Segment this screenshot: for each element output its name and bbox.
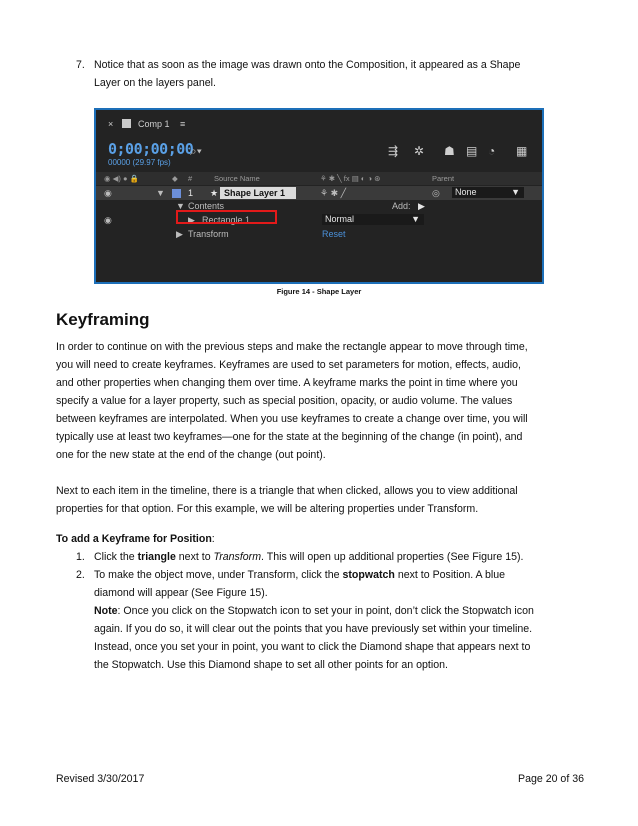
av-features-icons: ◉ ◀) ● 🔒 — [104, 174, 139, 183]
layer-switches[interactable]: ⚘ ✱ ╱ — [320, 188, 347, 198]
note-line2: again. If you do so, it will clear out the points that you have previously set within your timeline. — [94, 623, 533, 635]
para1-line: specify a value for a layer property, such as special position, opacity, or audio volume. The values — [56, 395, 513, 407]
para1-line: between keyframes are interpolated. When you use keyframes to create a change over time, you will — [56, 413, 528, 425]
motion-blur-icon[interactable]: ◔ — [488, 144, 496, 158]
note-line1: Note: Once you click on the Stopwatch icon to set your in point, don’t click the Stopwatch icon — [94, 605, 534, 617]
para1-line: and other properties when changing them over time. A keyframe marks the point in time where you — [56, 377, 518, 389]
contents-row[interactable] — [96, 199, 542, 213]
step7-line1: Notice that as soon as the image was drawn onto the Composition, it appeared as a Shape — [94, 59, 521, 71]
comp-tab-label[interactable]: Comp 1 — [138, 119, 170, 129]
layer-index: 1 — [188, 188, 194, 198]
close-icon[interactable]: × — [108, 119, 114, 129]
composition-mini-flowchart-icon[interactable]: ⇶ — [388, 144, 399, 158]
figure-caption: Figure 14 - Shape Layer — [276, 287, 362, 296]
reset-link[interactable]: Reset — [322, 229, 346, 239]
label-icon: ◆ — [172, 174, 178, 183]
para1-line: one for the new state at the end of the change (out point). — [56, 449, 326, 461]
step-number: 2. — [76, 569, 85, 581]
step2-line1: To make the object move, under Transform, click the stopwatch next to Position. A blue — [94, 569, 506, 581]
expand-triangle-icon[interactable]: ▼ — [156, 188, 165, 198]
para2-line: properties for that option. For this example, we will be altering properties under Transform. — [56, 503, 479, 515]
add-play-icon[interactable]: ▶ — [418, 201, 425, 211]
footer-revised: Revised 3/30/2017 — [56, 773, 145, 785]
graph-editor-icon[interactable]: ▦ — [516, 144, 528, 158]
collapse-triangle-icon[interactable]: ▶ — [176, 229, 183, 239]
hash-column: # — [188, 174, 193, 183]
rectangle-row[interactable] — [96, 213, 542, 227]
step7-line2: Layer on the layers panel. — [94, 77, 216, 89]
transform-row[interactable] — [96, 227, 542, 241]
search-icon[interactable]: ⌕▾ — [190, 144, 202, 158]
comp-color-icon — [122, 119, 131, 129]
para2-line: Next to each item in the timeline, there is a triangle that when clicked, allows you to view additional — [56, 485, 518, 497]
note-line4: the Stopwatch. Use this Diamond shape to set all other points for an option. — [94, 659, 448, 671]
note-line3: Instead, once you set your in point, you want to click the Diamond shape that appears next to — [94, 641, 531, 653]
step-number: 1. — [76, 551, 85, 563]
eye-icon[interactable]: ◉ — [104, 215, 112, 225]
frame-blending-icon[interactable]: ▤ — [466, 144, 478, 158]
para1-line: you will need to create keyframes. Keyframes are used to set parameters for motion, effects, audio, — [56, 359, 521, 371]
pickwhip-icon[interactable]: ◎ — [432, 188, 440, 198]
source-name-column[interactable]: Source Name — [214, 174, 260, 183]
expand-triangle-icon[interactable]: ▼ — [176, 201, 185, 211]
draft-3d-icon[interactable]: ✲ — [414, 144, 425, 158]
label-color-swatch[interactable] — [172, 189, 181, 198]
step2-line2: diamond will appear (See Figure 15). — [94, 587, 268, 599]
step1-text: Click the triangle next to Transform. This will open up additional properties (See Figure 15). — [94, 551, 524, 563]
layer-row[interactable] — [96, 186, 542, 200]
highlight-box — [176, 210, 277, 224]
timecode[interactable]: 0;00;00;00 — [108, 140, 194, 158]
shape-star-icon: ★ — [210, 188, 219, 198]
fps-readout: 00000 (29.97 fps) — [108, 158, 171, 167]
rectangle-label[interactable]: Rectangle 1 — [202, 215, 251, 225]
add-label: Add: — [392, 201, 411, 211]
footer-page-number: Page 20 of 36 — [518, 773, 584, 785]
blend-mode-dropdown[interactable]: Normal ▼ — [322, 214, 424, 225]
panel-tab-bar — [96, 110, 542, 140]
parent-dropdown[interactable]: None ▼ — [452, 187, 524, 198]
para1-line: typically use at least two keyframes—one for the state at the beginning of the change (in point), and — [56, 431, 523, 443]
chevron-down-icon: ▼ — [411, 214, 420, 224]
panel-menu-icon[interactable]: ≡ — [180, 119, 186, 129]
contents-label: Contents — [188, 201, 225, 211]
switches-icons: ⚘ ✱ ╲ fx ▤ ◐ ◑ ⊛ — [320, 174, 381, 183]
step-number: 7. — [76, 59, 85, 71]
parent-column: Parent — [432, 174, 455, 183]
chevron-down-icon: ▼ — [511, 187, 520, 197]
transform-label[interactable]: Transform — [188, 229, 229, 239]
section-heading: Keyframing — [56, 310, 150, 329]
layer-name[interactable]: Shape Layer 1 — [220, 187, 296, 199]
eye-icon[interactable]: ◉ — [104, 188, 112, 198]
shy-layers-icon[interactable]: ☗ — [444, 144, 455, 158]
subheading: To add a Keyframe for Position: — [56, 533, 215, 545]
layer-column-header — [96, 172, 542, 185]
collapse-triangle-icon[interactable]: ▶ — [188, 215, 195, 225]
para1-line: In order to continue on with the previous steps and make the rectangle appear to move through time, — [56, 341, 528, 353]
after-effects-screenshot — [94, 108, 544, 284]
